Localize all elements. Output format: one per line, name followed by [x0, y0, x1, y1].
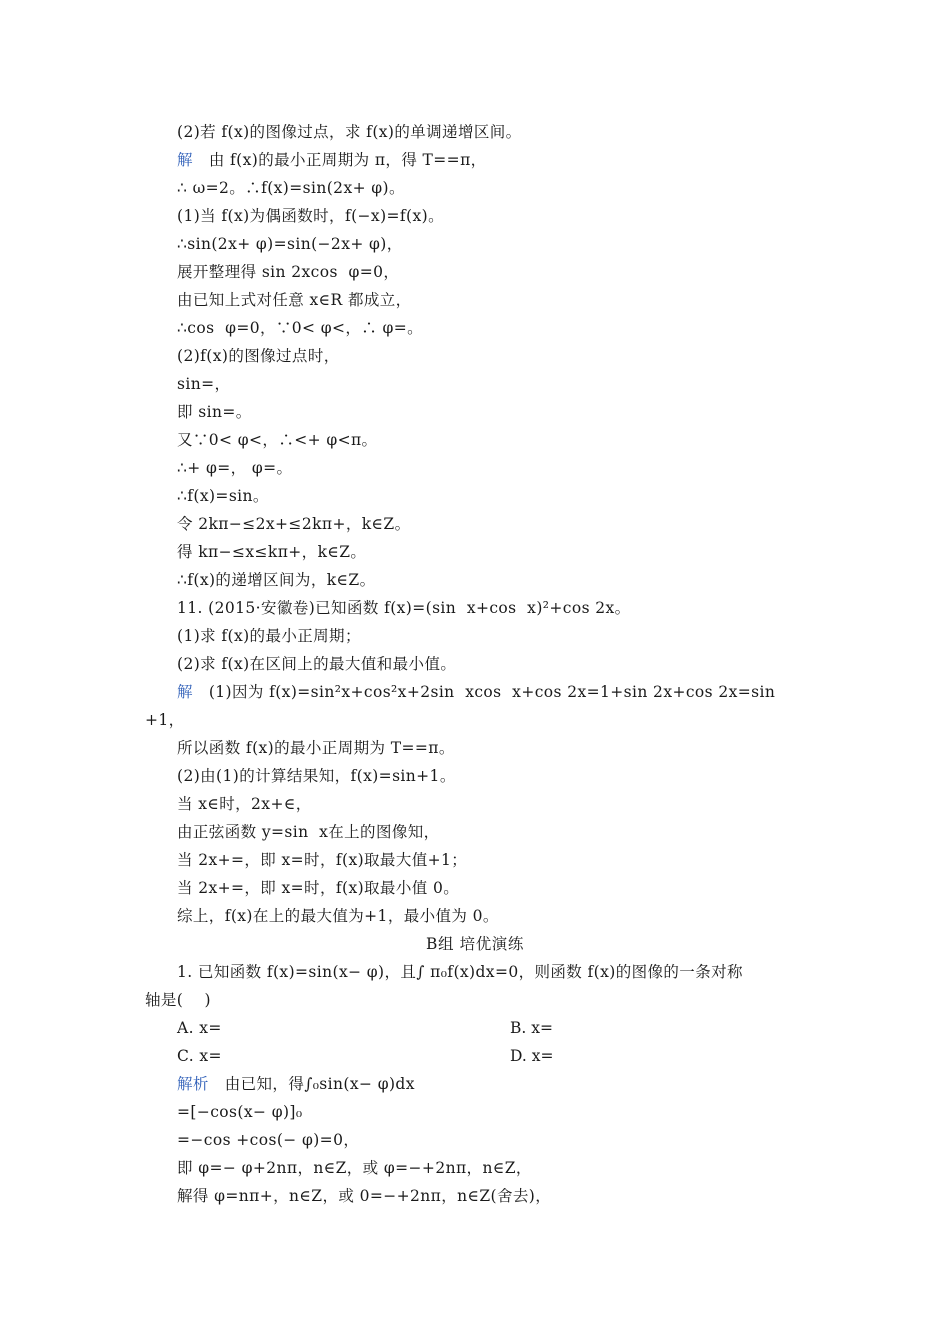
solution-line: 当 x∈时，2x+∈， — [177, 795, 312, 813]
question-line: 1. 已知函数 f(x)=sin(x− φ)，且∫ π₀f(x)dx=0，则函数 f(x)的图像的一条对称 — [177, 963, 743, 981]
solution-line: ∴cos φ=0，∵0< φ<，∴ φ=。 — [177, 319, 424, 337]
solution-line: ∴+ φ=， φ=。 — [177, 459, 293, 477]
solution-line: ∴f(x)的递增区间为，k∈Z。 — [177, 571, 376, 589]
option-a: A. x= — [177, 1019, 222, 1037]
solution-line: 综上，f(x)在上的最大值为+1，最小值为 0。 — [177, 907, 499, 925]
solution-label: 解 — [177, 151, 193, 169]
solution-line: 即 sin=。 — [177, 403, 252, 421]
question-line: 轴是( ) — [145, 991, 212, 1009]
question-line: (1)求 f(x)的最小正周期； — [177, 627, 361, 645]
option-d: D. x= — [510, 1047, 554, 1065]
analysis-line: 解得 φ=nπ+，n∈Z，或 0=−+2nπ，n∈Z(舍去)， — [177, 1187, 552, 1205]
option-b: B. x= — [510, 1019, 553, 1037]
question-line: (2)求 f(x)在区间上的最大值和最小值。 — [177, 655, 457, 673]
solution-line: 当 2x+=，即 x=时，f(x)取最大值+1； — [177, 851, 468, 869]
solution-line: 令 2kπ−≤2x+≤2kπ+，k∈Z。 — [177, 515, 411, 533]
solution-label: 解 — [177, 683, 193, 701]
solution-line: sin=， — [177, 375, 231, 393]
analysis-line: =[−cos(x− φ)]₀ — [177, 1103, 303, 1121]
solution-line: 所以函数 f(x)的最小正周期为 T==π。 — [177, 739, 455, 757]
solution-line: ∴f(x)=sin。 — [177, 487, 269, 505]
question-line: 11. (2015·安徽卷)已知函数 f(x)=(sin x+cos x)²+cos 2x。 — [177, 599, 631, 617]
solution-line: 由正弦函数 y=sin x在上的图像知， — [177, 823, 440, 841]
solution-line: 由已知上式对任意 x∈R 都成立， — [177, 291, 412, 309]
solution-line: 解 由 f(x)的最小正周期为 π，得 T==π， — [177, 151, 487, 169]
analysis-line: 解析 由已知，得∫₀sin(x− φ)dx — [177, 1075, 415, 1093]
solution-line: (2)由(1)的计算结果知，f(x)=sin+1。 — [177, 767, 456, 785]
solution-line: ∴sin(2x+ φ)=sin(−2x+ φ)， — [177, 235, 403, 253]
analysis-label: 解析 — [177, 1075, 209, 1093]
solution-line: ∴ ω=2。∴f(x)=sin(2x+ φ)。 — [177, 179, 405, 197]
solution-line: 当 2x+=，即 x=时，f(x)取最小值 0。 — [177, 879, 460, 897]
solution-line: 又∵0< φ<，∴<+ φ<π。 — [177, 431, 378, 449]
solution-line: (1)当 f(x)为偶函数时，f(−x)=f(x)。 — [177, 207, 444, 225]
solution-line: +1， — [145, 711, 185, 729]
analysis-line: 即 φ=− φ+2nπ，n∈Z，或 φ=−+2nπ，n∈Z， — [177, 1159, 532, 1177]
solution-line: 解 (1)因为 f(x)=sin²x+cos²x+2sin xcos x+cos 2x=1+sin 2x+cos 2x=sin — [177, 683, 776, 701]
analysis-line: =−cos +cos(− φ)=0， — [177, 1131, 360, 1149]
option-c: C. x= — [177, 1047, 222, 1065]
solution-line: 得 kπ−≤x≤kπ+，k∈Z。 — [177, 543, 367, 561]
solution-line: 展开整理得 sin 2xcos φ=0， — [177, 263, 400, 281]
solution-line: (2)f(x)的图像过点时， — [177, 347, 340, 365]
section-title: B组 培优演练 — [425, 935, 525, 953]
question-line: (2)若 f(x)的图像过点，求 f(x)的单调递增区间。 — [177, 123, 522, 141]
